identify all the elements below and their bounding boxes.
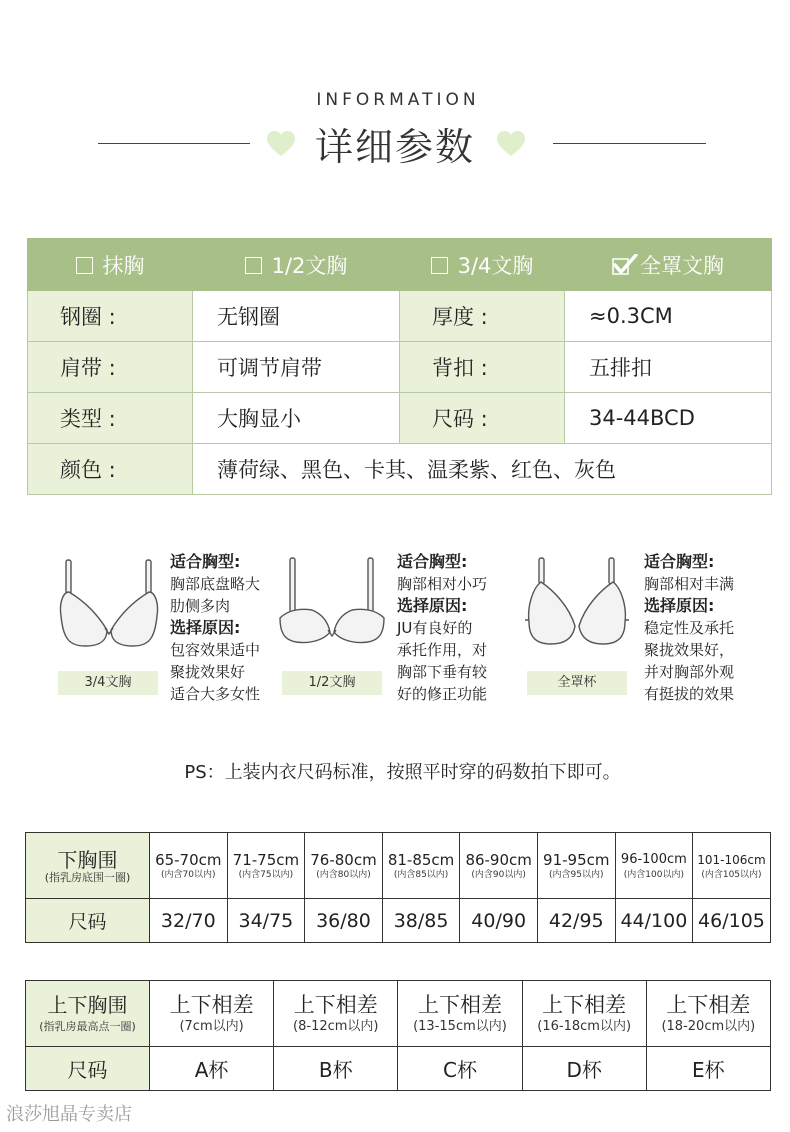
bra-description: 适合胸型: 胸部相对丰满 选择原因: 稳定性及承托 聚拢效果好， 并对胸部外观 有挺拔的效果 bbox=[644, 552, 735, 703]
spec-label: 背扣 : bbox=[400, 342, 565, 393]
ps-note: PS：上装内衣尺码标准，按照平时穿的码数拍下即可。 bbox=[184, 762, 621, 783]
spec-value: ≈0.3CM bbox=[565, 291, 772, 342]
type-option: 抹胸 bbox=[28, 239, 193, 291]
spec-label: 厚度 : bbox=[400, 291, 565, 342]
spec-value: 薄荷绿、黑色、卡其、温柔紫、红色、灰色 bbox=[193, 444, 772, 495]
table-header-cell: 尺码 bbox=[26, 899, 150, 943]
size-cell: 32/70 bbox=[150, 899, 228, 943]
spec-row bbox=[28, 342, 772, 393]
bra-half-illustration-icon bbox=[278, 556, 386, 648]
spec-value: 可调节肩带 bbox=[193, 342, 400, 393]
spec-label: 钢圈 : bbox=[28, 291, 193, 342]
bra-34-illustration-icon bbox=[55, 558, 163, 656]
range-cell: 71-75cm (内含75以内) bbox=[227, 833, 305, 899]
type-option-selected: 全罩文胸 bbox=[565, 239, 772, 291]
spec-value: 大胸显小 bbox=[193, 393, 400, 444]
size-cell: 36/80 bbox=[305, 899, 383, 943]
spec-label: 颜色 : bbox=[28, 444, 193, 495]
bra-description: 适合胸型: 胸部底盘略大 肋侧多肉 选择原因: 包容效果适中 聚拢效果好 适合大多女性 bbox=[170, 552, 261, 703]
bra-full-cup-illustration-icon bbox=[523, 556, 631, 650]
spec-table bbox=[27, 238, 772, 495]
difference-cell: 上下相差 (18-20cm以内) bbox=[646, 981, 770, 1047]
spec-label: 类型 : bbox=[28, 393, 193, 444]
heart-icon bbox=[496, 130, 526, 158]
spec-label: 尺码 : bbox=[400, 393, 565, 444]
section-subtitle-en: INFORMATION bbox=[316, 90, 480, 110]
cup-cell: D杯 bbox=[522, 1047, 646, 1091]
table-header-cell: 上下胸围 (指乳房最高点一圈) bbox=[26, 981, 150, 1047]
bra-tag: 1/2文胸 bbox=[282, 671, 382, 695]
difference-cell: 上下相差 (7cm以内) bbox=[150, 981, 274, 1047]
cup-cell: B杯 bbox=[274, 1047, 398, 1091]
size-cell: 40/90 bbox=[460, 899, 538, 943]
size-cell: 38/85 bbox=[382, 899, 460, 943]
spec-value: 无钢圈 bbox=[193, 291, 400, 342]
size-cell: 34/75 bbox=[227, 899, 305, 943]
difference-cell: 上下相差 (13-15cm以内) bbox=[398, 981, 522, 1047]
spec-label: 肩带 : bbox=[28, 342, 193, 393]
spec-value: 34-44BCD bbox=[565, 393, 772, 444]
range-cell: 86-90cm (内含90以内) bbox=[460, 833, 538, 899]
table-row bbox=[26, 981, 771, 1047]
range-cell: 91-95cm (内含95以内) bbox=[537, 833, 615, 899]
range-cell: 65-70cm (内含70以内) bbox=[150, 833, 228, 899]
cup-cell: E杯 bbox=[646, 1047, 770, 1091]
underbust-size-table bbox=[25, 832, 771, 943]
checkbox-empty-icon bbox=[245, 257, 262, 274]
range-cell: 96-100cm (内含100以内) bbox=[615, 833, 693, 899]
checkbox-checked-icon bbox=[612, 254, 638, 276]
spec-value: 五排扣 bbox=[565, 342, 772, 393]
cup-cell: A杯 bbox=[150, 1047, 274, 1091]
table-row bbox=[26, 1047, 771, 1091]
range-cell: 101-106cm (内含105以内) bbox=[693, 833, 771, 899]
shop-watermark: 浪莎旭晶专卖店 bbox=[6, 1104, 132, 1125]
cup-cell: C杯 bbox=[398, 1047, 522, 1091]
spec-row-color bbox=[28, 444, 772, 495]
table-row bbox=[26, 899, 771, 943]
bra-tag: 3/4文胸 bbox=[58, 671, 158, 695]
size-cell: 46/105 bbox=[693, 899, 771, 943]
bra-tag: 全罩杯 bbox=[527, 671, 627, 695]
checkbox-empty-icon bbox=[431, 257, 448, 274]
size-cell: 42/95 bbox=[537, 899, 615, 943]
range-cell: 76-80cm (内含80以内) bbox=[305, 833, 383, 899]
spec-row bbox=[28, 393, 772, 444]
size-cell: 44/100 bbox=[615, 899, 693, 943]
cup-size-table bbox=[25, 980, 771, 1091]
section-title: 详细参数 bbox=[314, 125, 475, 169]
spec-row bbox=[28, 291, 772, 342]
difference-cell: 上下相差 (16-18cm以内) bbox=[522, 981, 646, 1047]
type-option: 1/2文胸 bbox=[193, 239, 400, 291]
type-option: 3/4文胸 bbox=[400, 239, 565, 291]
bra-description: 适合胸型: 胸部相对小巧 选择原因: JU有良好的 承托作用，对 胸部下垂有较 好的修正功能 bbox=[397, 552, 488, 703]
table-row bbox=[26, 833, 771, 899]
range-cell: 81-85cm (内含85以内) bbox=[382, 833, 460, 899]
difference-cell: 上下相差 (8-12cm以内) bbox=[274, 981, 398, 1047]
table-header-cell: 尺码 bbox=[26, 1047, 150, 1091]
type-row bbox=[28, 239, 772, 291]
divider-right bbox=[553, 143, 706, 144]
checkbox-empty-icon bbox=[76, 257, 93, 274]
table-header-cell: 下胸围 (指乳房底围一圈) bbox=[26, 833, 150, 899]
